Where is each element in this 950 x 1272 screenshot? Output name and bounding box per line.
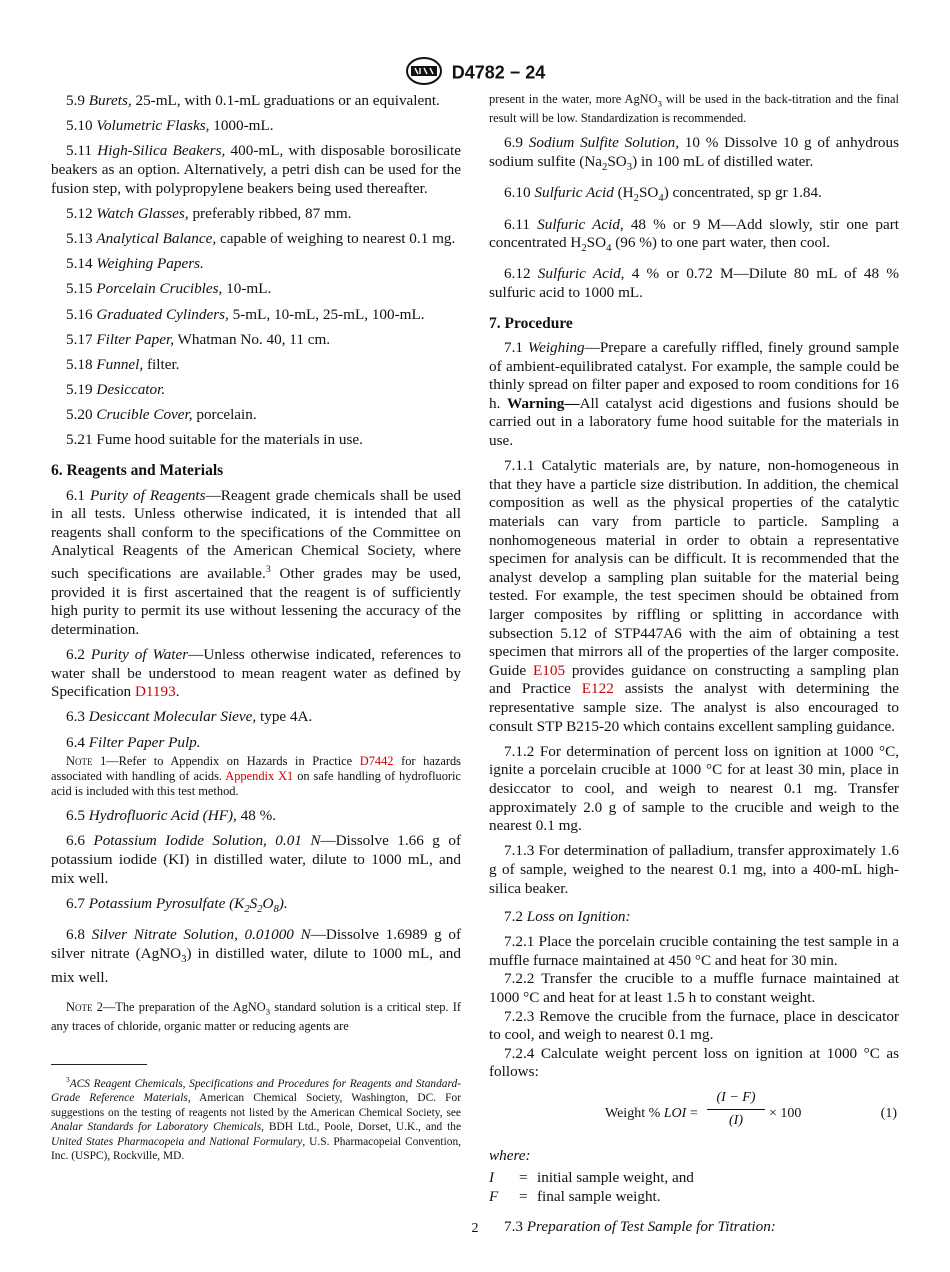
apparatus-item: 5.11 High-Silica Beakers, 400-mL, with disposable borosilicate beakers as an option. Alternatively, a petri dish can be used for the fusion step, with polypropylene beakers being used thereafter. xyxy=(51,142,462,197)
equation-denominator: (I) xyxy=(729,1113,743,1129)
para-6-2: 6.2 Purity of Water—Unless otherwise indicated, references to water shall be understood to mean reagent water as defined by Specification D1193. xyxy=(51,646,462,701)
para-7-2-4: 7.2.4 Calculate weight percent loss on ignition at 1000 °C as follows: xyxy=(489,1044,899,1081)
page-header xyxy=(0,56,950,91)
para-7-2-2: 7.2.2 Transfer the crucible to a muffle furnace maintained at 1000 °C and heat for at least 1.5 h to constant weight. xyxy=(489,970,899,1007)
apparatus-item: 5.17 Filter Paper, Whatman No. 40, 11 cm. xyxy=(66,330,331,348)
apparatus-item: 5.19 Desiccator. xyxy=(66,381,166,399)
para-7-2-1: 7.2.1 Place the porcelain crucible containing the test sample in a muffle furnace maintained at 450 °C and heat for 30 min. xyxy=(489,933,899,969)
footnote-3: $^3$ACS Reagent Chemicals, Specifications and Procedures for Reagents and Standard-Grade Reference Materials, American Chemical Society, Washington, DC. For suggestions on the testing of reagents not listed by the American Chemical Society, see Analar Standards for Laboratory Chemicals, BDH Ltd., Poole, Dorset, U.K., and the United States Pharmacopeia and National Formulary, U.S. Pharmacopeial Convention, Inc. (USPC), Rockville, MD. xyxy=(51,1075,462,1163)
para-6-7: 6.7 Potassium Pyrosulfate $(K_2S_2O_8)$. xyxy=(66,894,288,915)
link-d7442[interactable]: D7442 xyxy=(359,754,394,769)
para-6-1: 6.1 Purity of Reagents—Reagent grade chemicals shall be used in all tests. Unless otherwise indicated, it is intended that all reagents shall conform to the specifications of the Committee on Analytical Reagents of the American Chemical Society, where such specifications are available.$^3$ Other grades may be used, provided it is first ascertained that the reagent is of sufficiently high purity to permit its use without lessening the accuracy of the determination. xyxy=(51,486,462,638)
note-2: Note 2—The preparation of the AgNO$_3$ standard solution is a critical step. If any traces of chloride, organic matter or reducing agents are xyxy=(51,999,462,1034)
apparatus-item: 5.10 Volumetric Flasks, 1000-mL. xyxy=(66,117,274,135)
para-7-1-1: 7.1.1 Catalytic materials are, by nature, non-homogeneous in that they have a particle size distribution. In addition, the chemical composition as well as the physical properties of the catalytic materials can vary from particle to particle. Sampling a nonhomogeneous material in order to obtain a representative specimen for analysis can be difficult. It is recommended that the analyst develop a sampling plan suitable for the material being tested. For example, the test specimen should be obtained from larger composites by riffling or splitting in accordance with subsection 5.12 of STP447A6 with the aim of obtaining a test specimen that mirrors all of the properties of the larger composite. Guide E105 provides guidance on constructing a sampling plan and Practice E122 assists the analyst with determining the representative sample size. The analyst is also encouraged to consult STP B215-20 which contains excellent sampling guidance. xyxy=(489,457,899,735)
link-d1193[interactable]: D1193 xyxy=(134,683,176,701)
para-7-2: 7.2 Loss on Ignition: xyxy=(504,908,631,926)
para-6-3: 6.3 Desiccant Molecular Sieve, type 4A. xyxy=(66,708,313,726)
apparatus-item: 5.9 Burets, 25-mL, with 0.1-mL graduations or an equivalent. xyxy=(66,92,440,109)
para-6-4: 6.4 Filter Paper Pulp. xyxy=(66,733,201,751)
para-6-8: 6.8 Silver Nitrate Solution, 0.01000 N—Dissolve 1.6989 g of silver nitrate (AgNO$_3$) in distilled water, dilute to 1000 mL, and mix well. xyxy=(51,925,462,987)
apparatus-item: 5.18 Funnel, filter. xyxy=(66,355,180,373)
designation: D4782 − 24 xyxy=(451,62,546,83)
section-6-heading: 6. Reagents and Materials xyxy=(51,462,224,480)
astm-logo-icon xyxy=(405,56,443,91)
note-1: Note 1—Refer to Appendix on Hazards in Practice D7442 for hazards associated with handling of acids. Appendix X1 on safe handling of hydrofluoric acid is included with this test method. xyxy=(51,754,461,799)
link-e105[interactable]: E105 xyxy=(532,661,566,679)
page-number: 2 xyxy=(471,1221,479,1236)
para-7-2-3: 7.2.3 Remove the crucible from the furnace, place in descicator to cool, and weigh to nearest 0.1 mg. xyxy=(489,1007,899,1044)
apparatus-item: 5.12 Watch Glasses, preferably ribbed, 87 mm. xyxy=(66,204,352,222)
link-appendix-x1[interactable]: Appendix X1 xyxy=(225,769,294,784)
apparatus-list xyxy=(51,92,461,425)
note-2-continued: present in the water, more AgNO$_3$ will be used in the back-titration and the final result will be low. Standardization is recommended. xyxy=(489,92,899,126)
where-label: where: xyxy=(489,1146,531,1164)
equation-rhs: × 100 xyxy=(769,1105,802,1121)
left-column xyxy=(51,92,461,1163)
para-6-11: 6.11 Sulfuric Acid, 48 % or 9 M—Add slowly, stir one part concentrated $H_2SO_4$ (96 %) to one part water, then cool. xyxy=(489,215,899,255)
variable-definitions xyxy=(489,1169,899,1206)
para-6-6: 6.6 Potassium Iodide Solution, 0.01 N—Dissolve 1.66 g of potassium iodide (KI) in distilled water, dilute to 1000 mL, and mix well. xyxy=(51,832,461,887)
right-column xyxy=(489,92,899,1244)
para-6-9: 6.9 Sodium Sulfite Solution, 10 % Dissolve 10 g of anhydrous sodium sulfite $(Na_2SO_3)$ in 100 mL of distilled water. xyxy=(489,134,900,174)
equation-1 xyxy=(489,1089,899,1141)
equation-lhs: Weight % LOI = xyxy=(605,1105,698,1121)
apparatus-item: 5.14 Weighing Papers. xyxy=(66,255,204,273)
footnote-rule xyxy=(51,1064,147,1065)
apparatus-item: 5.15 Porcelain Crucibles, 10-mL. xyxy=(66,280,272,298)
apparatus-item: 5.16 Graduated Cylinders, 5-mL, 10-mL, 25-mL, 100-mL. xyxy=(66,305,425,323)
para-6-10: 6.10 Sulfuric Acid $(H_2SO_4)$ concentrated, sp gr 1.84. xyxy=(504,184,822,205)
item-5-21: 5.21 Fume hood suitable for the materials in use. xyxy=(66,431,363,449)
para-7-3: 7.3 Preparation of Test Sample for Titration: xyxy=(504,1218,776,1236)
para-7-1-2: 7.1.2 For determination of percent loss on ignition at 1000 °C, ignite a porcelain crucible at 1000 °C for at least 30 min, place in desiccator to cool, and weigh to nearest 0.1 mg. Transfer approximately 2.0 g of sample to the crucible and weigh to the nearest 0.1 mg. xyxy=(489,742,899,835)
para-7-1: 7.1 Weighing—Prepare a carefully riffled, finely ground sample of ambient-equilibrated catalyst. For example, the sample could be thinly spread on filter paper and exposed to room conditions for 16 h. Warning—All catalyst acid digestions and fusions should be carried out in a laboratory fume hood suitable for the materials in use. xyxy=(489,339,899,450)
link-e122[interactable]: E122 xyxy=(581,680,614,698)
definition-row: F = final sample weight. xyxy=(489,1187,661,1205)
equation-numerator: (I − F) xyxy=(707,1089,765,1111)
section-7-heading: 7. Procedure xyxy=(489,314,573,332)
definition-row: I = initial sample weight, and xyxy=(489,1169,694,1187)
apparatus-item: 5.13 Analytical Balance, capable of weighing to nearest 0.1 mg. xyxy=(66,229,456,247)
para-7-1-3: 7.1.3 For determination of palladium, transfer approximately 1.6 g of sample, weighed to the nearest 0.1 mg, into a 400-mL high-silica beaker. xyxy=(489,842,899,897)
para-6-12: 6.12 Sulfuric Acid, 4 % or 0.72 M—Dilute 80 mL of 48 % sulfuric acid to 1000 mL. xyxy=(489,265,899,301)
equation-number: (1) xyxy=(880,1105,897,1121)
para-6-5: 6.5 Hydrofluoric Acid (HF), 48 %. xyxy=(66,807,277,825)
equation-fraction xyxy=(707,1089,765,1131)
apparatus-item: 5.20 Crucible Cover, porcelain. xyxy=(66,406,257,424)
